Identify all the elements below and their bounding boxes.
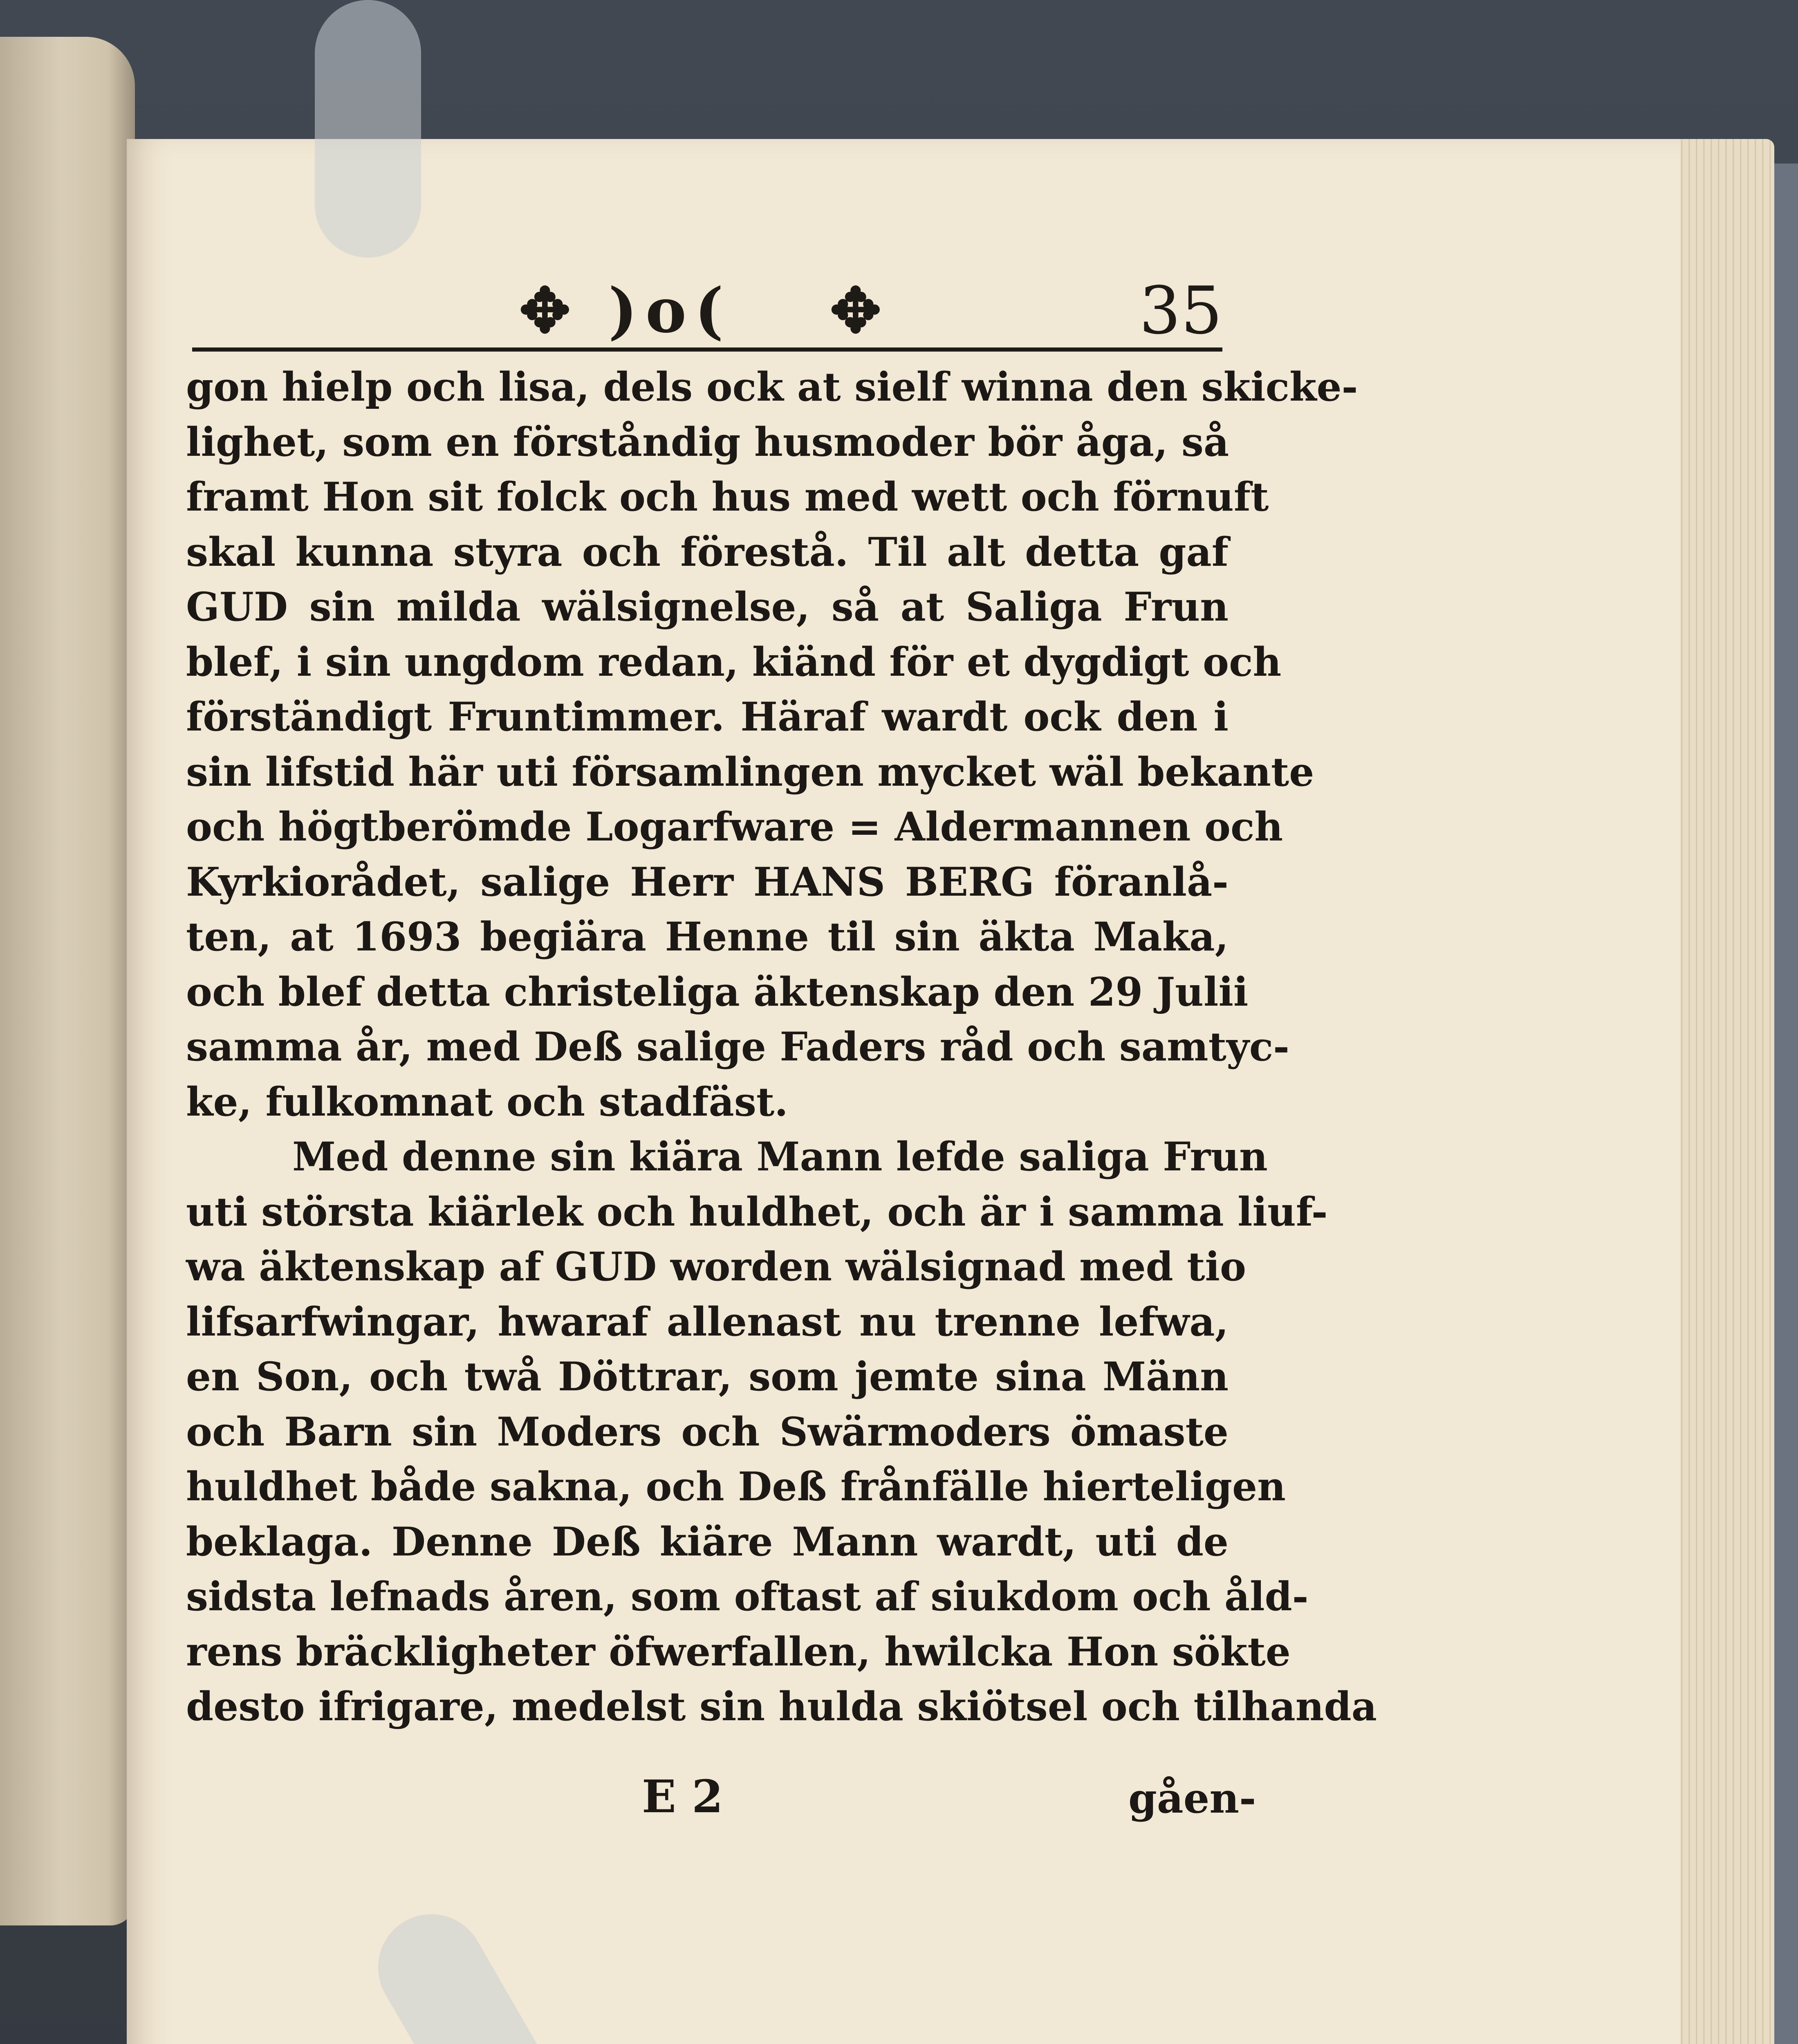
text-line: beklaga. Denne Deß kiäre Mann wardt, uti de xyxy=(186,1518,1229,1565)
text-line: ke, fulkomnat och stadfäst. xyxy=(186,1078,788,1125)
text-line: gon hielp och lisa, dels ock at sielf winna den skicke- xyxy=(186,364,1358,410)
text-line: sin lifstid här uti församlingen mycket wäl bekante xyxy=(186,749,1314,795)
head-ornament-left: ✥ )o( xyxy=(519,275,732,347)
text-line: blef, i sin ungdom redan, kiänd för et dygdigt och xyxy=(186,639,1282,685)
text-line: rens bräckligheter öfwerfallen, hwilcka Hon sökte xyxy=(186,1628,1291,1675)
head-rule xyxy=(192,347,1222,352)
catchword: gåen- xyxy=(1128,1774,1256,1822)
signature-mark: E 2 xyxy=(642,1770,723,1823)
body-text xyxy=(186,360,1377,1735)
text-line: huldhet både sakna, och Deß frånfälle hierteligen xyxy=(186,1464,1286,1510)
text-line: samma år, med Deß salige Faders råd och samtyc- xyxy=(186,1024,1290,1070)
text-line: lifsarfwingar, hwaraf allenast nu trenne lefwa, xyxy=(186,1298,1229,1345)
previous-page-edge xyxy=(0,37,135,1925)
text-line: Med denne sin kiära Mann lefde saliga Frun xyxy=(292,1134,1268,1180)
running-head xyxy=(192,270,1222,356)
text-line: sidsta lefnads åren, som oftast af siukdom och åld- xyxy=(186,1573,1309,1620)
text-line: desto ifrigare, medelst sin hulda skiötsel och tilhanda xyxy=(186,1683,1377,1730)
text-line: förständigt Fruntimmer. Häraf wardt ock den i xyxy=(186,694,1229,740)
text-line: Kyrkiorådet, salige Herr HANS BERG föranlå- xyxy=(186,858,1229,905)
text-line: GUD sin milda wälsignelse, så at Saliga Frun xyxy=(186,584,1229,630)
text-line: framt Hon sit folck och hus med wett och förnuft xyxy=(186,474,1269,520)
text-line: och högtberömde Logarfware = Aldermannen och xyxy=(186,804,1283,850)
page-clip-top xyxy=(315,0,421,258)
text-line: och Barn sin Moders och Swärmoders ömaste xyxy=(186,1408,1229,1455)
page-number: 35 xyxy=(1139,272,1222,349)
text-line: och blef detta christeliga äktenskap den 29 Julii xyxy=(186,968,1249,1015)
text-line: wa äktenskap af GUD worden wälsignad med tio xyxy=(186,1244,1246,1290)
page-edge-stack xyxy=(1668,139,1774,2044)
text-line: ten, at 1693 begiära Henne til sin äkta Maka, xyxy=(186,914,1229,960)
text-line: skal kunna styra och förestå. Til alt detta gaf xyxy=(186,529,1229,575)
head-ornament-right: ✥ xyxy=(830,275,890,347)
text-line: en Son, och twå Döttrar, som jemte sina Männ xyxy=(186,1354,1229,1400)
text-line: lighet, som en förståndig husmoder bör åga, så xyxy=(186,419,1229,465)
text-line: uti största kiärlek och huldhet, och är i samma liuf- xyxy=(186,1188,1328,1235)
